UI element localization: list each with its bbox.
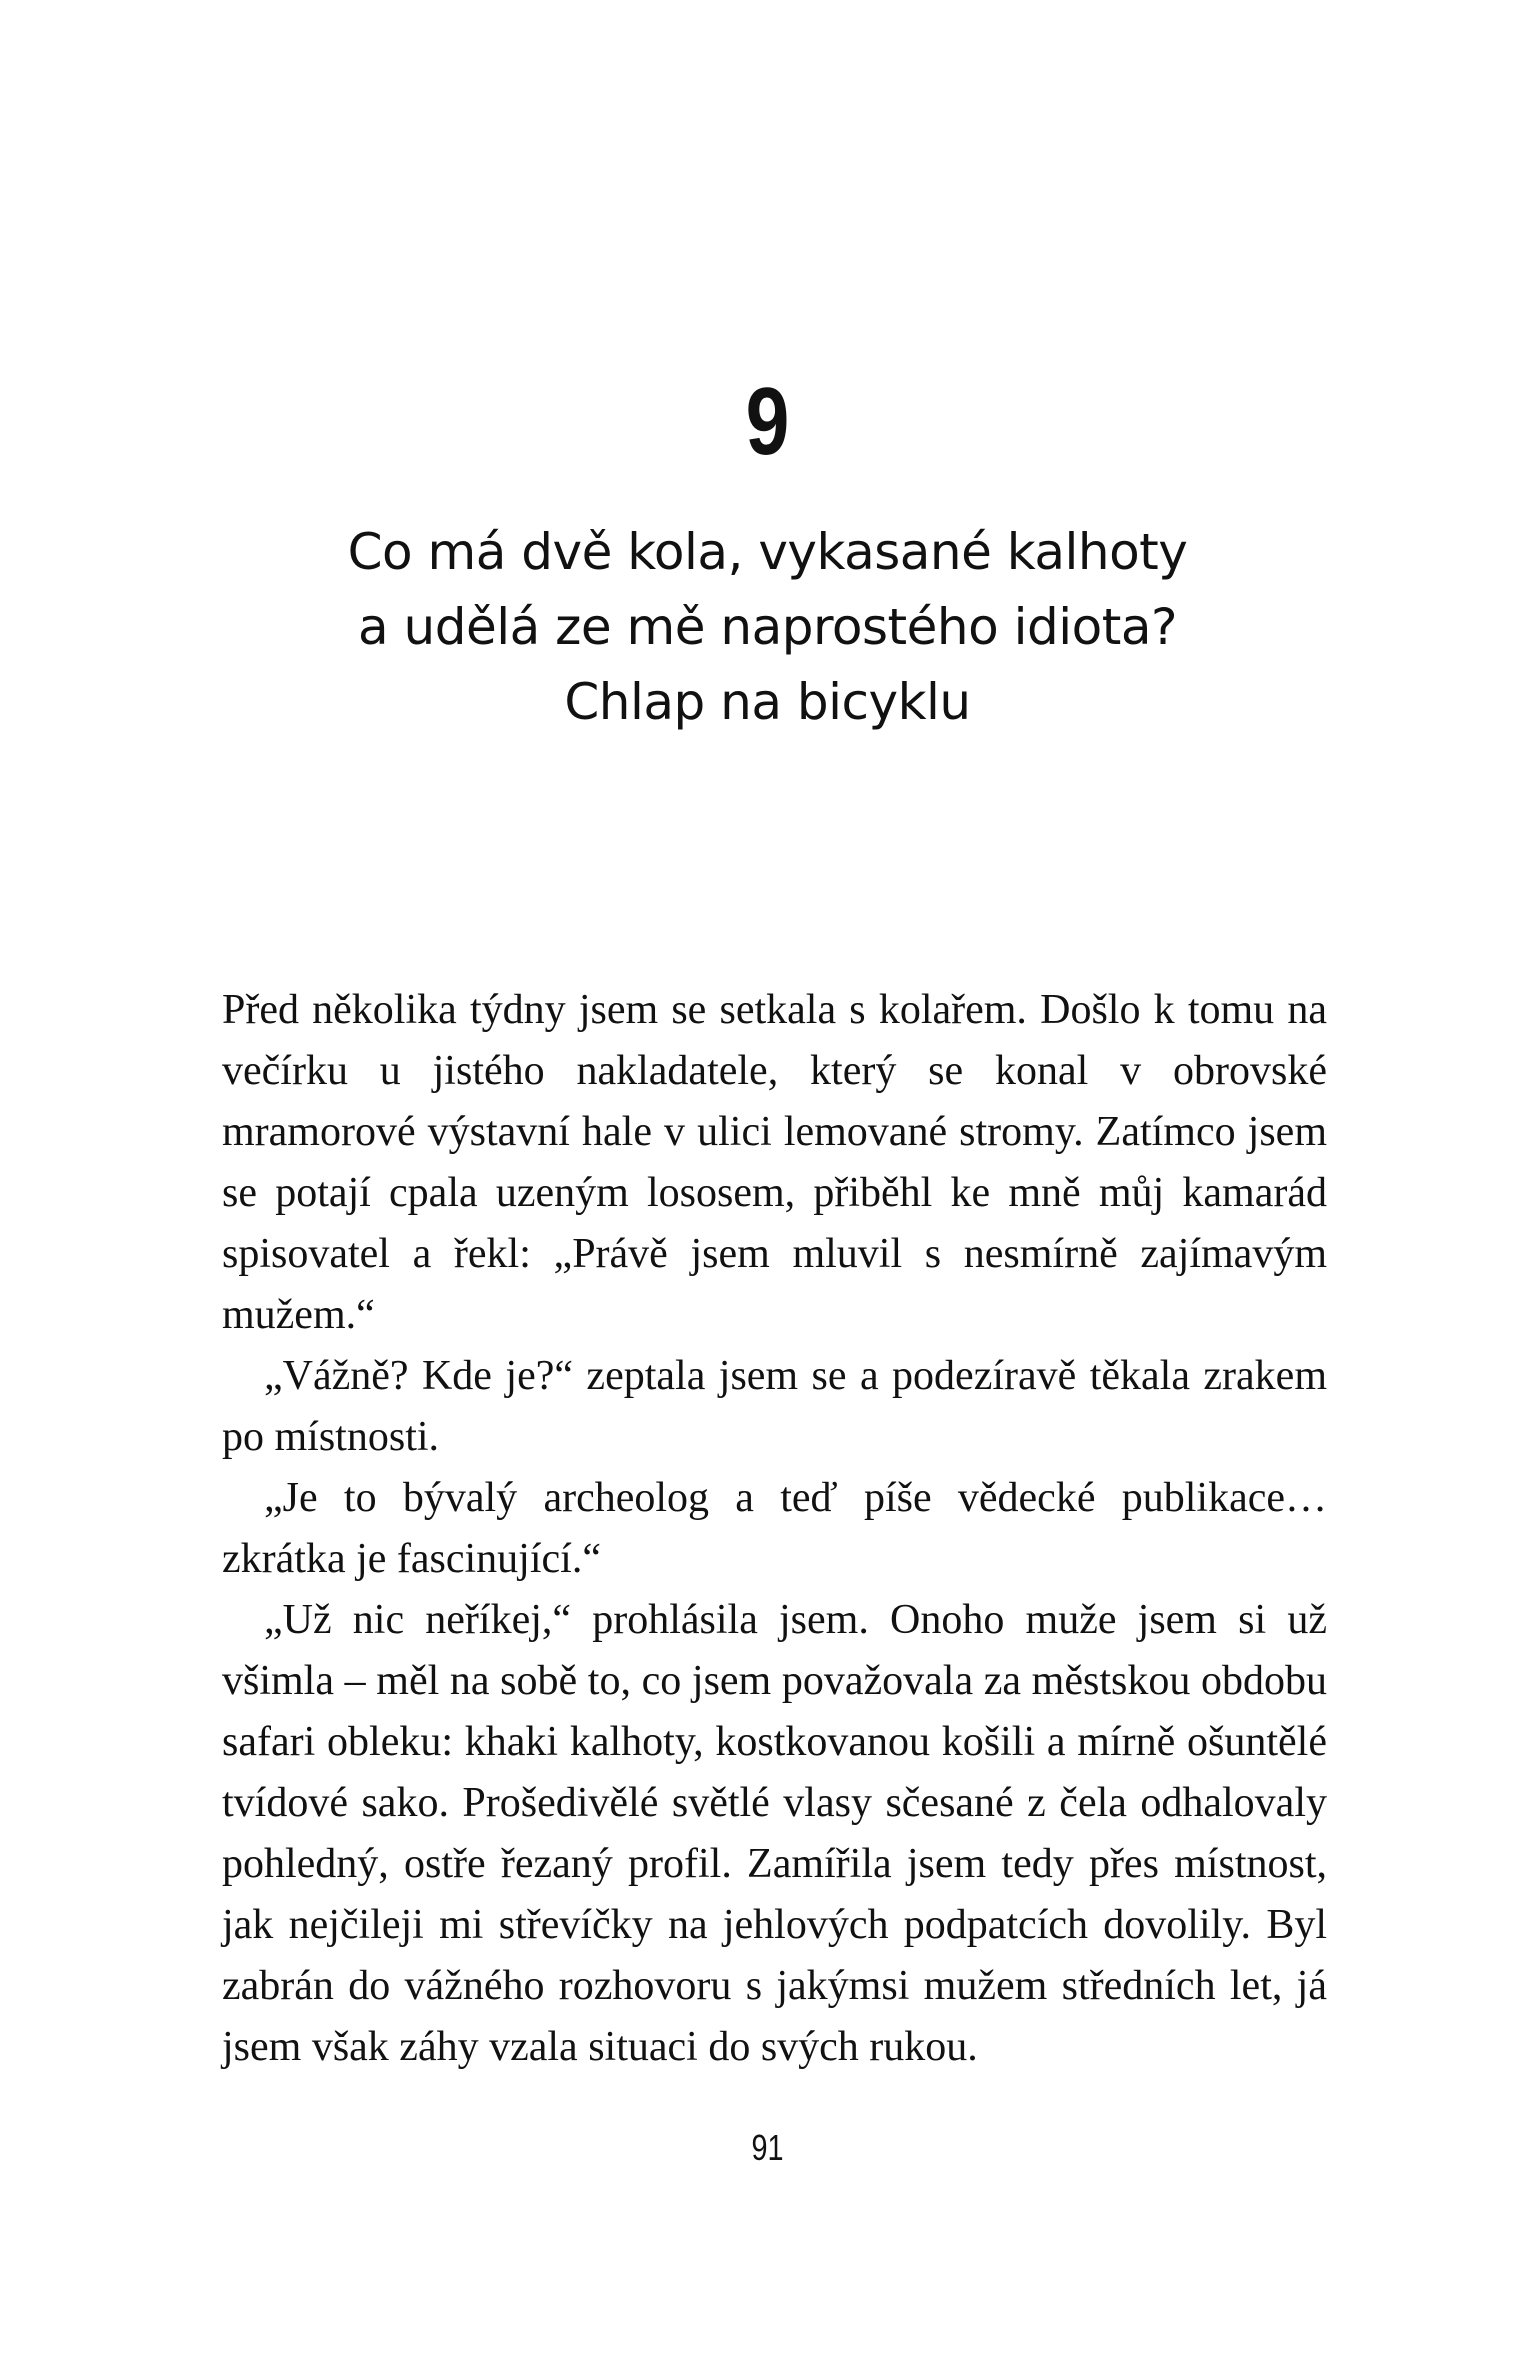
body-text: [222, 980, 1327, 2078]
paragraph: „Už nic neříkej,“ prohlásila jsem. Onoho muže jsem si už všimla – měl na sobě to, co jsem považovala za městskou obdobu safari obleku: khaki kalhoty, kostkovanou košili a mírně ošuntělé tvídové sako. Prošedivělé světlé vlasy sčesané z čela odhalovaly pohledný, ostře řezaný profil. Zamířila jsem tedy přes místnost, jak nejčileji mi střevíčky na jehlových podpatcích dovolily. Byl zabrán do vážného rozhovoru s jakýmsi mužem středních let, já jsem však záhy vzala situaci do svých rukou.: [222, 1597, 1327, 2070]
paragraph: Před několika týdny jsem se setkala s kolařem. Došlo k tomu na večírku u jistého nakladatele, který se konal v obrovské mramorové výstavní hale v ulici lemované stromy. Zatímco jsem se potají cpala uzeným lososem, přiběhl ke mně můj kamarád spisovatel a řekl: „Právě jsem mluvil s nesmírně zajímavým mužem.“: [222, 987, 1327, 1338]
chapter-title-line: Co má dvě kola, vykasané kalhoty: [347, 523, 1188, 581]
page-number: 91: [751, 2127, 784, 2168]
chapter-title: [200, 515, 1335, 740]
chapter-title-line: Chlap na bicyklu: [564, 673, 971, 731]
chapter-number: 9: [745, 368, 790, 475]
chapter-title-line: a udělá ze mě naprostého idiota?: [357, 598, 1177, 656]
paragraph: „Vážně? Kde je?“ zeptala jsem se a podezíravě těkala zrakem po místnosti.: [222, 1353, 1327, 1460]
paragraph: „Je to bývalý archeolog a teď píše vědecké publikace… zkrátka je fascinující.“: [222, 1475, 1327, 1582]
